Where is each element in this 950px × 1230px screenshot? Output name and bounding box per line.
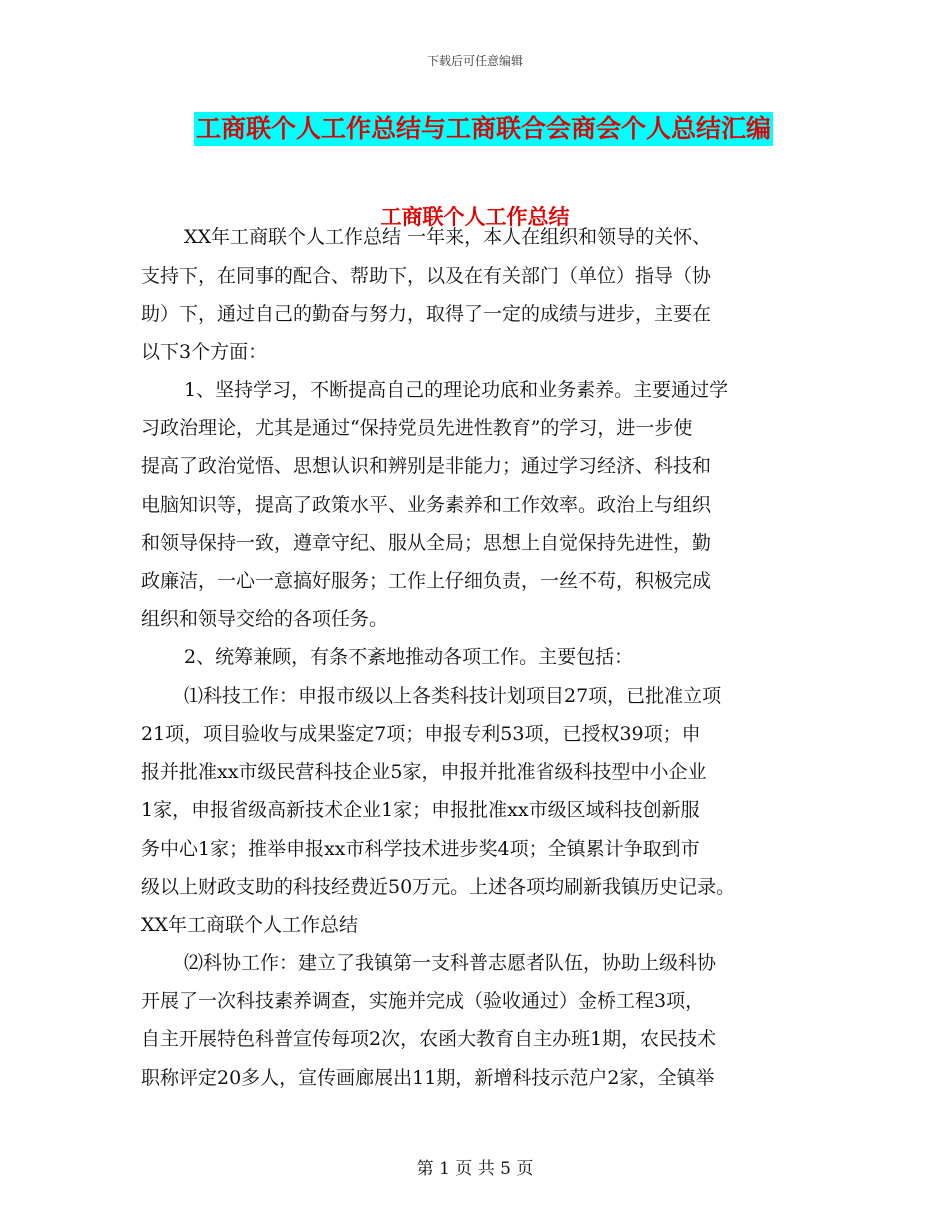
paragraph-line: 务中心1家；推举申报xx市科学技术进步奖4项；全镇累计争取到市 — [141, 838, 700, 860]
paragraph-line: 级以上财政支助的科技经费近50万元。上述各项均刷新我镇历史记录。 — [141, 876, 736, 898]
paragraph-line: 政廉洁，一心一意搞好服务；工作上仔细负责，一丝不苟，积极完成 — [141, 570, 712, 592]
document-main-title: 工商联个人工作总结与工商联合会商会个人总结汇编 — [194, 112, 773, 146]
paragraph-line: 习政治理论，尤其是通过“保持党员先进性教育”的学习，进一步使 — [141, 417, 693, 439]
paragraph-line: 和领导保持一致，遵章守纪、服从全局；思想上自觉保持先进性，勤 — [141, 532, 712, 554]
paragraph-line: 职称评定20多人，宣传画廊展出11期，新增科技示范户2家，全镇举 — [141, 1067, 715, 1089]
section-title: 工商联个人工作总结 — [380, 204, 570, 229]
paragraph-line: ⑴科技工作：申报市级以上各类科技计划项目27项，已批准立项 — [184, 685, 722, 707]
paragraph-line: 提高了政治觉悟、思想认识和辨别是非能力；通过学习经济、科技和 — [141, 455, 712, 477]
paragraph-line: 组织和领导交给的各项任务。 — [141, 608, 389, 630]
paragraph-line: ⑵科协工作：建立了我镇第一支科普志愿者队伍，协助上级科协 — [184, 952, 717, 974]
paragraph-line: XX年工商联个人工作总结 — [141, 914, 359, 936]
paragraph-line: 1家，申报省级高新技术企业1家；申报批准xx市级区域科技创新服 — [141, 799, 700, 821]
paragraph-line: XX年工商联个人工作总结 一年来，本人在组织和领导的关怀、 — [184, 226, 712, 248]
paragraph-line: 助）下，通过自己的勤奋与努力，取得了一定的成绩与进步，主要在 — [141, 303, 712, 325]
page-footer: 第 1 页 共 5 页 — [416, 1159, 534, 1179]
paragraph-line: 以下3个方面： — [141, 341, 268, 363]
paragraph-line: 2、统筹兼顾，有条不紊地推动各项工作。主要包括： — [184, 646, 634, 668]
page-header-note: 下载后可任意编辑 — [426, 54, 523, 68]
paragraph-line: 21项，项目验收与成果鉴定7项；申报专利53项，已授权39项；申 — [141, 723, 701, 745]
paragraph-line: 支持下，在同事的配合、帮助下，以及在有关部门（单位）指导（协 — [141, 265, 712, 287]
paragraph-line: 开展了一次科技素养调查，实施并完成（验收通过）金桥工程3项， — [141, 990, 705, 1012]
paragraph-line: 自主开展特色科普宣传每项2次，农函大教育自主办班1期，农民技术 — [141, 1028, 717, 1050]
paragraph-line: 报并批准xx市级民营科技企业5家，申报并批准省级科技型中小企业 — [141, 761, 707, 783]
paragraph-line: 电脑知识等，提高了政策水平、业务素养和工作效率。政治上与组织 — [141, 494, 712, 516]
paragraph-line: 1、坚持学习，不断提高自己的理论功底和业务素养。主要通过学 — [184, 379, 729, 401]
